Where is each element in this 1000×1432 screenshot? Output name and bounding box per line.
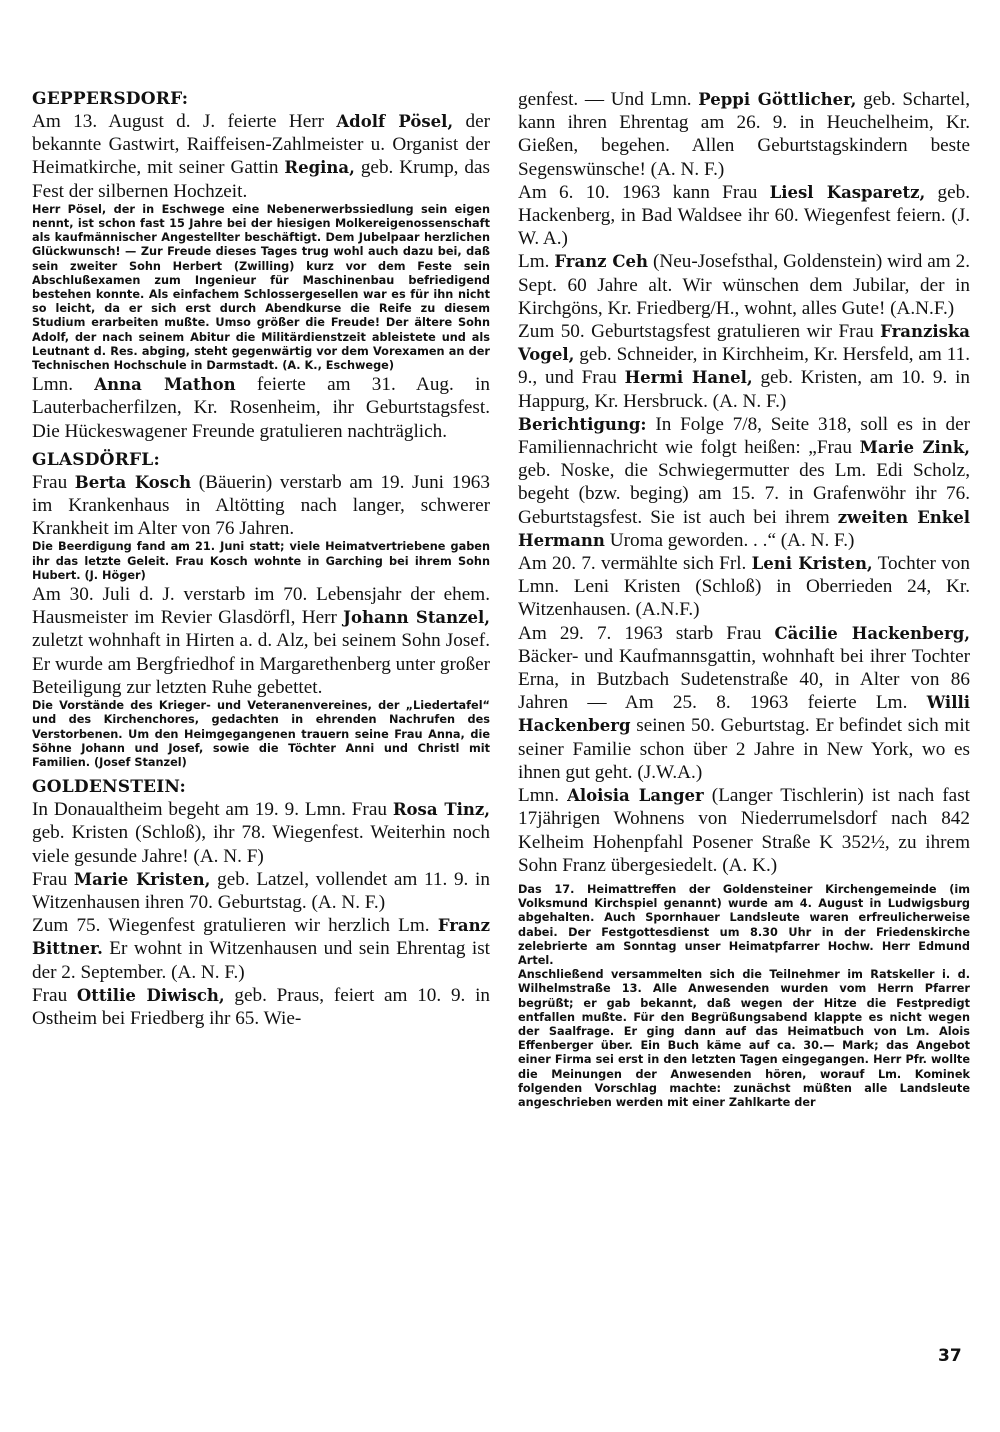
paragraph-berta-kosch: Frau Berta Kosch (Bäuerin) verstarb am 19. Juni 1963 im Krankenhaus in Altötting nach langer, schwerer Krankheit im Alter von 76 Jahren. [32, 471, 490, 540]
paragraph-stanzel-mourners: Die Vorstände des Krieger- und Veteranenvereines, der „Liedertafel“ und des Kirchenchores, gedachten in ehrenden Nachrufen des Verstorbenen. Um den Heimgegangenen trauern seine Frau Anna, die Söhne Johann und Josef, sowie die Töchter Anni und Christl mit Familien. (Josef Stanzel) [32, 699, 490, 769]
paragraph-johann-stanzel: Am 30. Juli d. J. verstarb im 70. Lebensjahr der ehem. Hausmeister im Revier Glasdörfl, Herr Johann Stanzel, zuletzt wohnhaft in Hirten a. d. Alz, bei seinem Sohn Josef. Er wurde am Bergfriedhof in Margarethenberg unter großer Beteiligung zur letzten Ruhe gebettet. [32, 584, 491, 698]
paragraph-franz-ceh: Lm. Franz Ceh (Neu-Josefsthal, Goldenstein) wird am 2. Sept. 60 Jahre alt. Wir wünschen dem Jubilar, der in Kirchgöns, Kr. Friedberg/H., wohnt, alles Gute! (A.N.F.) [518, 251, 970, 319]
page-number: 37 [938, 1346, 962, 1366]
paragraph-anna-mathon: Lmn. Anna Mathon feierte am 31. Aug. in Lauterbacherfilzen, Kr. Rosenheim, ihr Geburtstagsfest. Die Hückeswagener Freunde gratulieren nachträglich. [32, 374, 490, 442]
paragraph-berichtigung: Berichtigung: In Folge 7/8, Seite 318, soll es in der Familiennachricht wie folgt heißen: „Frau Marie Zink, geb. Noske, die Schwiegermutter des Lm. Edi Scholz, begeht (bzw. beging) am 15. 7. in Grafenwöhr ihr 76. Geburtstagsfest. Sie ist auch bei ihrem zweiten Enkel Hermann Uroma geworden. . .“ (A. N. F.) [518, 413, 970, 551]
paragraph-rosa-tinz: In Donaualtheim begeht am 19. 9. Lmn. Frau Rosa Tinz, geb. Kristen (Schloß), ihr 78. Wiegenfest. Weiterhin noch viele gesunde Jahre! (A. N. F) [32, 799, 490, 867]
paragraph-hackenberg: Am 29. 7. 1963 starb Frau Cäcilie Hackenberg, Bäcker- und Kaufmannsgattin, wohnhaft bei ihrer Tochter Erna, in Butzbach Sudetenstraße 40, in Alter von 86 Jahren — Am 25. 8. 1963 feierte Lm. Willi Hackenberg seinen 50. Geburtstag. Er befindet sich mit seiner Familie schon über 2 Jahre in New York, wo es ihnen gut geht. (J.W.A.) [518, 622, 971, 783]
paragraph-kosch-funeral: Die Beerdigung fand am 21. Juni statt; viele Heimatvertriebene gaben ihr das letzte Geleit. Frau Kosch wohnte in Garching bei ihrem Sohn Hubert. (J. Höger) [32, 540, 490, 582]
paragraph-ottilie-diwisch: Frau Ottilie Diwisch, geb. Praus, feiert am 10. 9. in Ostheim bei Friedberg ihr 65. Wie- [32, 984, 490, 1029]
paragraph-vogel-hanel: Zum 50. Geburtstagsfest gratulieren wir Frau Franziska Vogel, geb. Schneider, in Kirchheim, Kr. Hersfeld, am 11. 9., und Frau Hermi Hanel, geb. Kristen, am 10. 9. in Happurg, Kr. Hersbruck. (A. N. F.) [518, 321, 971, 412]
left-column [32, 88, 490, 1030]
paragraph-liesl-kasparetz: Am 6. 10. 1963 kann Frau Liesl Kasparetz, geb. Hackenberg, in Bad Waldsee ihr 60. Wiegenfest feiern. (J. W. A.) [518, 181, 970, 250]
paragraph-aloisia-langer: Lmn. Aloisia Langer (Langer Tischlerin) ist nach fast 17jährigen Wohnens von Niederrumelsdorf nach 842 Kelheim Hohenpfahl Posener Straße K 352½, zu ihrem Sohn Franz übergesiedelt. (A. K.) [518, 785, 970, 876]
section-heading-goldenstein: GOLDENSTEIN: [32, 777, 186, 798]
paragraph-silver-wedding: Am 13. August d. J. feierte Herr Adolf Pösel, der bekannte Gastwirt, Raiffeisen-Zahlmeister u. Organist der Heimatkirche, mit seiner Gattin Regina, geb. Krump, das Fest der silbernen Hochzeit. [32, 111, 490, 202]
paragraph-marie-kristen: Frau Marie Kristen, geb. Latzel, vollendet am 11. 9. in Witzenhausen ihren 70. Geburtstag. (A. N. F.) [32, 868, 490, 913]
paragraph-leni-kristen: Am 20. 7. vermählte sich Frl. Leni Kristen, Tochter von Lmn. Leni Kristen (Schloß) in Oberrieden 24, Kr. Witzenhausen. (A.N.F.) [518, 553, 970, 621]
right-column [518, 88, 970, 1110]
section-heading-glasdoerfl: GLASDÖRFL: [32, 449, 160, 470]
section-heading-geppersdorf: GEPPERSDORF: [32, 89, 189, 109]
paragraph-heimattreffen: Das 17. Heimattreffen der Goldensteiner Kirchengemeinde (im Volksmund Kirchspiel genannt) wurde am 4. August in Ludwigsburg abgehalten. Auch Spornhauer Landsleute waren erfreulicherweise dabei. Der Festgottesdienst um 8.30 Uhr in der Friedenskirche zelebrierte am Sonntag unser Heimatpfarrer Hochw. Herr Edmund Artel. [518, 882, 970, 967]
paragraph-ratskeller: Anschließend versammelten sich die Teilnehmer im Ratskeller i. d. Wilhelmstraße 13. Alle Anwesenden wurden vom Herrn Pfarrer begrüßt; er gab bekannt, daß wegen der Hitze die Festpredigt entfallen mußte. Für den Begrüßungsabend klappte es nicht wegen der Saalfrage. Er ging dann auf das Heimatbuch von Lm. Alois Effenberger über. Ein Buch käme auf ca. 30.— Mark; das Angebot einer Firma sei erst in den letzten Tagen eingegangen. Herr Pfr. wollte die Meinungen der Anwesenden hören, worauf Lm. Kominek folgenden Vorschlag machte: zunächst müßten alle Landsleute angeschrieben werden mit einer Zahlkarte der [518, 968, 970, 1109]
paragraph-peppi-goettlicher: genfest. — Und Lmn. Peppi Göttlicher, geb. Schartel, kann ihren Ehrentag am 26. 9. in Heuchelheim, Kr. Gießen, begehen. Allen Geburtstagskindern beste Segenswünsche! (A. N. F.) [518, 89, 970, 180]
paragraph-poesel-details: Herr Pösel, der in Eschwege eine Nebenerwerbssiedlung sein eigen nennt, ist schon fast 15 Jahre bei der hiesigen Molkereigenossenschaft als kaufmännischer Angestellter beschäftigt. Dem Jubelpaar herzlichen Glückwunsch! — Zur Freude dieses Tages trug wohl auch dazu bei, daß sein zweiter Sohn Herbert (Zwilling) kurz vor dem Feste sein Abschlußexamen zum Ingenieur für Maschinenbau befriedigend bestehen konnte. Als einfachem Schlossergesellen war es für ihn nicht so leicht, da er sich erst durch Abendkurse die Reife zu diesem Studium erarbeiten mußte. Umso größer die Freude! Der ältere Sohn Adolf, der nach seinem Abitur die Militärdienstzeit ableistete und als Leutnant d. Res. abging, steht gegenwärtig vor dem Vorexamen an der Technischen Hochschule in Darmstadt. (A. K., Eschwege) [32, 202, 490, 373]
paragraph-franz-bittner: Zum 75. Wiegenfest gratulieren wir herzlich Lm. Franz Bittner. Er wohnt in Witzenhausen und sein Ehrentag ist der 2. September. (A. N. F.) [32, 915, 490, 983]
